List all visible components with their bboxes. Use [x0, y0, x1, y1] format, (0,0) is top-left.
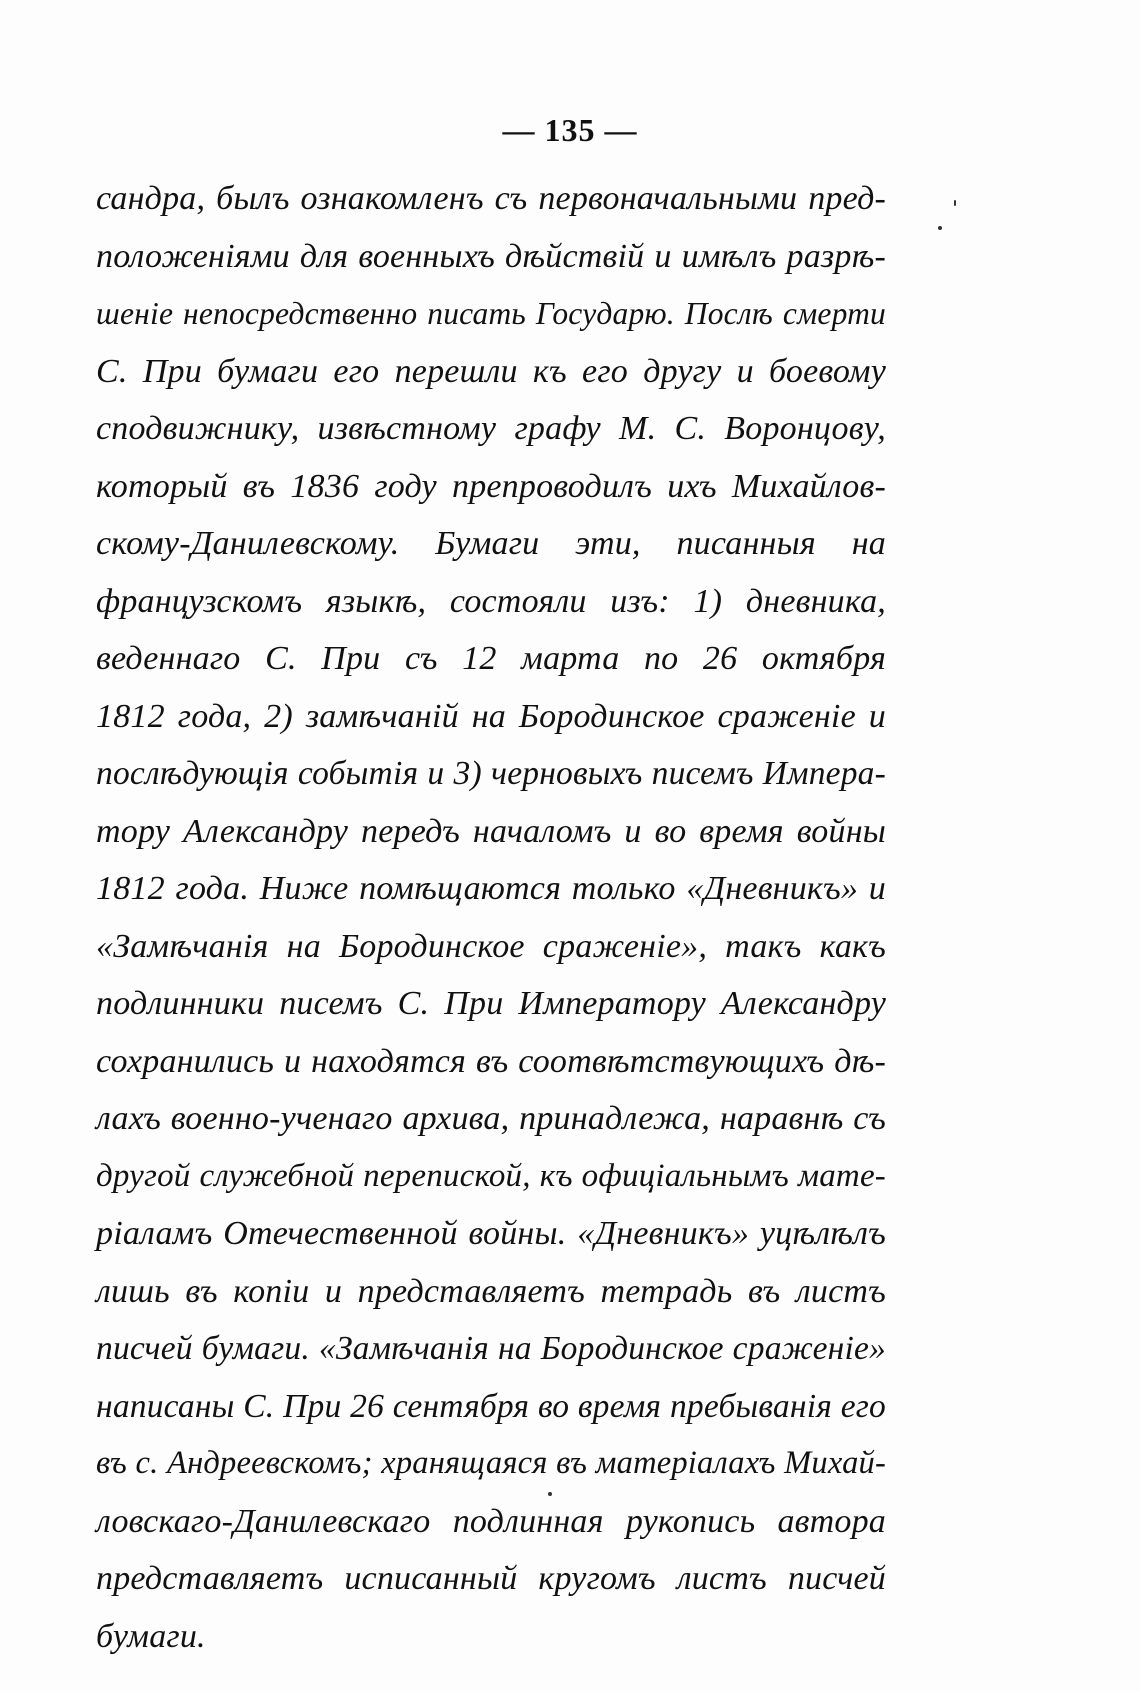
- text-line-last: бумаги.: [96, 1617, 206, 1655]
- page-number: — 135 —: [502, 112, 638, 148]
- text-line: сподвижнику, извѣстному графу М. С. Воронцову,: [96, 410, 886, 447]
- text-line: веденнаго С. При съ 12 марта по 26 октября: [96, 640, 886, 677]
- paper-speck: [954, 200, 956, 206]
- text-line: сохранились и находятся въ соотвѣтствующихъ дѣ-: [96, 1042, 886, 1080]
- text-line: подлинники писемъ С. При Императору Александру: [96, 985, 886, 1022]
- text-line: другой служебной перепиской, къ офиціальнымъ мате-: [96, 1157, 886, 1194]
- text-line: представляетъ исписанный кругомъ листъ писчей: [96, 1560, 886, 1597]
- text-line: послѣдующія событія и 3) черновыхъ писемъ Импера-: [96, 755, 886, 792]
- text-line: «Замѣчанія на Бородинское сраженіе», такъ какъ: [96, 927, 886, 965]
- text-line: лахъ военно-ученаго архива, принадлежа, наравнѣ съ: [96, 1100, 886, 1137]
- body-text: [96, 170, 886, 1665]
- text-line: написаны С. При 26 сентября во время пребыванія его: [96, 1387, 886, 1425]
- text-line: 1812 года, 2) замѣчаній на Бородинское сраженіе и: [96, 697, 886, 735]
- paper-speck: [548, 1492, 552, 1496]
- text-line: который въ 1836 году препроводилъ ихъ Михайлов-: [96, 467, 886, 505]
- text-line: въ с. Андреевскомъ; хранящаяся въ матеріалахъ Михай-: [96, 1445, 886, 1481]
- text-line: 1812 года. Ниже помѣщаются только «Дневникъ» и: [96, 870, 886, 907]
- text-line: С. При бумаги его перешли къ его другу и боевому: [96, 352, 886, 390]
- text-line: ріаламъ Отечественной войны. «Дневникъ» уцѣлѣлъ: [96, 1215, 886, 1252]
- text-line: писчей бумаги. «Замѣчанія на Бородинское сраженіе»: [96, 1330, 886, 1367]
- text-line: ловскаго-Данилевскаго подлинная рукопись автора: [96, 1502, 886, 1540]
- text-line: шеніе непосредственно писать Государю. Послѣ смерти: [96, 296, 886, 331]
- text-line: французскомъ языкѣ, состояли изъ: 1) дневника,: [96, 582, 886, 620]
- text-line: тору Александру передъ началомъ и во время войны: [96, 812, 886, 850]
- text-line: положеніями для военныхъ дѣйствій и имѣлъ разрѣ-: [96, 237, 886, 275]
- text-line: лишь въ копіи и представляетъ тетрадь въ листъ: [96, 1272, 886, 1310]
- text-line: сандра, былъ ознакомленъ съ первоначальными пред-: [96, 180, 886, 217]
- paper-speck: [938, 226, 942, 230]
- text-line: скому-Данилевскому. Бумаги эти, писанныя на: [96, 525, 886, 562]
